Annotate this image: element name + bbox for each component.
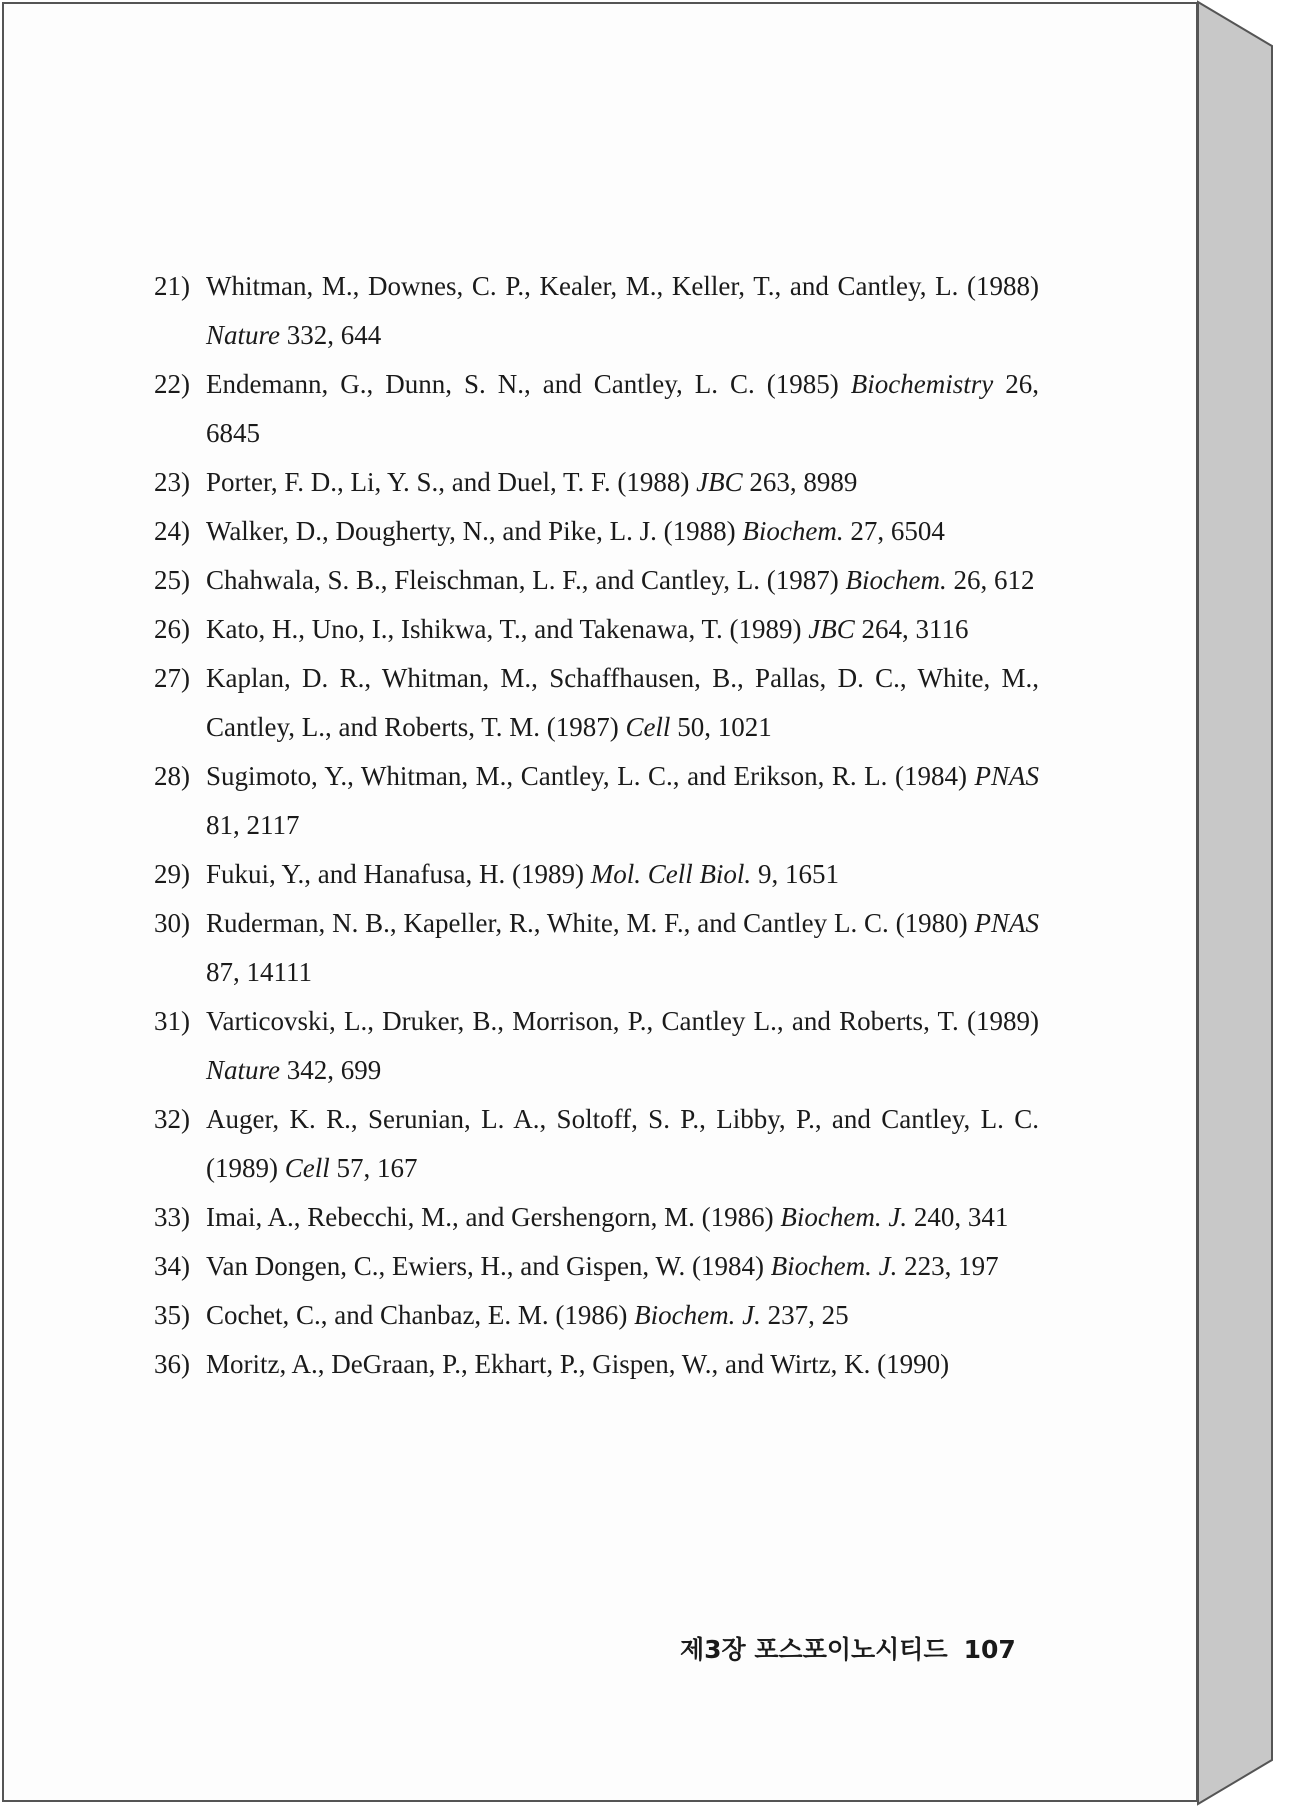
- reference-number: 29): [154, 859, 190, 889]
- reference-number: 24): [154, 516, 190, 546]
- reference-citation: 263, 8989: [749, 467, 858, 497]
- reference-number: 33): [154, 1202, 190, 1232]
- reference-citation: 57, 167: [336, 1153, 418, 1183]
- reference-number: 31): [154, 1006, 190, 1036]
- reference-number: 35): [154, 1300, 190, 1330]
- reference-item: [154, 507, 1039, 556]
- reference-journal: Cell: [284, 1153, 330, 1183]
- reference-number: 32): [154, 1104, 190, 1134]
- reference-citation: 87, 14111: [206, 957, 312, 987]
- reference-journal: Biochem.: [742, 516, 844, 546]
- reference-citation: 342, 699: [286, 1055, 382, 1085]
- reference-authors: Auger, K. R., Serunian, L. A., Soltoff, S. P., Libby, P., and Cantley, L. C. (1989): [206, 1104, 1039, 1183]
- reference-item: [154, 1095, 1039, 1193]
- reference-authors: Imai, A., Rebecchi, M., and Gershengorn, M. (1986): [206, 1202, 774, 1232]
- reference-authors: Porter, F. D., Li, Y. S., and Duel, T. F. (1988): [206, 467, 690, 497]
- reference-item: [154, 360, 1039, 458]
- reference-citation: 223, 197: [904, 1251, 999, 1281]
- book-page: [2, 2, 1198, 1802]
- reference-authors: Van Dongen, C., Ewiers, H., and Gispen, W. (1984): [206, 1251, 764, 1281]
- reference-authors: Sugimoto, Y., Whitman, M., Cantley, L. C., and Erikson, R. L. (1984): [206, 761, 967, 791]
- reference-list: [154, 262, 1039, 1389]
- reference-journal: Biochem. J.: [634, 1300, 761, 1330]
- reference-authors: Kato, H., Uno, I., Ishikwa, T., and Takenawa, T. (1989): [206, 614, 802, 644]
- reference-journal: Biochem. J.: [780, 1202, 908, 1232]
- reference-citation: 81, 2117: [206, 810, 300, 840]
- reference-journal: Biochem. J.: [770, 1251, 898, 1281]
- reference-authors: Whitman, M., Downes, C. P., Kealer, M., Keller, T., and Cantley, L. (1988): [206, 271, 1039, 301]
- reference-item: [154, 1242, 1039, 1291]
- reference-item: [154, 752, 1039, 850]
- reference-item: [154, 997, 1039, 1095]
- reference-number: 28): [154, 761, 190, 791]
- reference-item: [154, 1340, 1039, 1389]
- reference-citation: 27, 6504: [850, 516, 945, 546]
- reference-journal: JBC: [696, 467, 743, 497]
- reference-authors: Walker, D., Dougherty, N., and Pike, L. J. (1988): [206, 516, 736, 546]
- reference-journal: Biochem.: [845, 565, 947, 595]
- reference-authors: Ruderman, N. B., Kapeller, R., White, M. F., and Cantley L. C. (1980): [206, 908, 968, 938]
- reference-citation: 9, 1651: [757, 859, 839, 889]
- reference-item: [154, 556, 1039, 605]
- reference-number: 25): [154, 565, 190, 595]
- reference-item: [154, 654, 1039, 752]
- chapter-title: 제3장 포스포이노시티드: [680, 1635, 948, 1664]
- reference-item: [154, 1291, 1039, 1340]
- reference-journal: Biochemistry: [850, 369, 994, 399]
- reference-journal: JBC: [808, 614, 855, 644]
- spine-face: [1198, 2, 1272, 1804]
- reference-number: 27): [154, 663, 190, 693]
- reference-authors: Kaplan, D. R., Whitman, M., Schaffhausen, B., Pallas, D. C., White, M., Cantley, L., and Roberts, T. M. (1987): [206, 663, 1039, 742]
- reference-item: [154, 899, 1039, 997]
- reference-citation: 264, 3116: [861, 614, 969, 644]
- reference-authors: Chahwala, S. B., Fleischman, L. F., and Cantley, L. (1987): [206, 565, 839, 595]
- reference-journal: Cell: [625, 712, 671, 742]
- reference-number: 21): [154, 271, 190, 301]
- reference-number: 30): [154, 908, 190, 938]
- reference-authors: Moritz, A., DeGraan, P., Ekhart, P., Gispen, W., and Wirtz, K. (1990): [206, 1349, 950, 1379]
- reference-number: 34): [154, 1251, 190, 1281]
- reference-citation: 26, 6845: [206, 369, 1040, 448]
- reference-number: 23): [154, 467, 190, 497]
- reference-journal: Nature: [206, 320, 280, 350]
- reference-number: 26): [154, 614, 190, 644]
- reference-item: [154, 262, 1039, 360]
- reference-journal: Mol. Cell Biol.: [590, 859, 752, 889]
- reference-authors: Varticovski, L., Druker, B., Morrison, P., Cantley L., and Roberts, T. (1989): [206, 1006, 1039, 1036]
- reference-item: [154, 1193, 1039, 1242]
- reference-citation: 332, 644: [286, 320, 382, 350]
- reference-item: [154, 458, 1039, 507]
- page-number: 107: [963, 1635, 1016, 1664]
- reference-authors: Endemann, G., Dunn, S. N., and Cantley, L. C. (1985): [206, 369, 839, 399]
- reference-journal: PNAS: [974, 761, 1040, 791]
- reference-item: [154, 850, 1039, 899]
- page-footer: [680, 1630, 1016, 1666]
- reference-citation: 26, 612: [953, 565, 1035, 595]
- reference-number: 22): [154, 369, 190, 399]
- reference-journal: PNAS: [974, 908, 1040, 938]
- reference-item: [154, 605, 1039, 654]
- reference-number: 36): [154, 1349, 190, 1379]
- reference-journal: Nature: [206, 1055, 280, 1085]
- reference-authors: Cochet, C., and Chanbaz, E. M. (1986): [206, 1300, 628, 1330]
- reference-authors: Fukui, Y., and Hanafusa, H. (1989): [206, 859, 584, 889]
- reference-citation: 240, 341: [913, 1202, 1009, 1232]
- reference-citation: 50, 1021: [677, 712, 772, 742]
- reference-citation: 237, 25: [767, 1300, 849, 1330]
